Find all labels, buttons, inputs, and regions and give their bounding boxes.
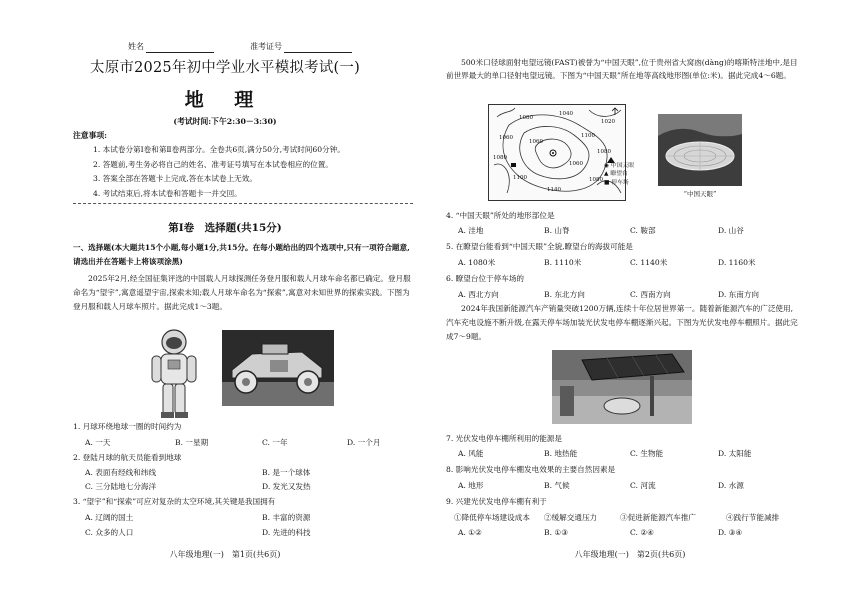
q3-option-a[interactable]: A. 辽阔的国土 (85, 513, 134, 522)
question-8: 8. 影响光伏发电停车棚发电效果的主要自然因素是 (446, 465, 616, 474)
passage-fast: 500米口径球面射电望远镜(FAST)被誉为“中国天眼”,位于贵州省大窝凼(dàng)的喀斯特洼地中,是目前世界最大的单口径射电望远镜。下图为“中国天眼”所在地等高线地形图(单位:米)。据此完成4～6题。 (446, 58, 798, 81)
lunar-rover-photo (222, 330, 334, 406)
square-icon: ■ (604, 179, 610, 186)
q8-option-d[interactable]: D. 水源 (718, 481, 744, 490)
q9-item-1: ①降低停车场建设成本 (454, 513, 530, 522)
q9-option-d[interactable]: D. ③④ (718, 528, 743, 537)
q8-option-c[interactable]: C. 河流 (630, 481, 656, 490)
exam-title: 太原市2025年初中学业水平模拟考试(一) (90, 60, 360, 76)
contour-label-11: 1060 (569, 161, 583, 167)
exam-time: (考试时间:下午2:30－3:30) (173, 117, 277, 126)
question-5: 5. 在瞭望台能看到“中国天眼”全貌,瞭望台的海拔可能是 (446, 242, 633, 251)
contour-label-8: 1080 (589, 177, 603, 183)
exam-number-field (250, 42, 352, 53)
question-9: 9. 兴建光伏发电停车棚有利于 (446, 497, 547, 506)
q4-option-c[interactable]: C. 鞍部 (630, 226, 656, 235)
contour-label-4: 1100 (581, 133, 595, 139)
q3-option-c[interactable]: C. 众多的人口 (85, 528, 134, 537)
divider (73, 203, 413, 204)
q2-option-c[interactable]: C. 三分陆地七分海洋 (85, 482, 157, 491)
q4-option-a[interactable]: A. 洼地 (458, 226, 484, 235)
q4-option-b[interactable]: B. 山脊 (544, 226, 570, 235)
q6-option-b[interactable]: B. 东北方向 (544, 290, 585, 299)
contour-label-5: 1060 (529, 139, 543, 145)
q5-option-d[interactable]: D. 1160米 (718, 258, 756, 267)
q9-item-4: ④践行节能减排 (726, 513, 780, 522)
q7-option-b[interactable]: B. 地热能 (544, 449, 578, 458)
q1-option-c[interactable]: C. 一年 (262, 438, 288, 447)
note-3: 3. 答案全部在答题卡上完成,答在本试卷上无效。 (93, 174, 257, 183)
name-label: 姓名 (128, 42, 144, 51)
q8-option-a[interactable]: A. 地形 (458, 481, 484, 490)
q4-option-d[interactable]: D. 山谷 (718, 226, 744, 235)
q9-item-3: ③促进新能源汽车推广 (620, 513, 696, 522)
legend-item-tianyan: ◉ 中国天眼 (604, 163, 635, 169)
q7-option-c[interactable]: C. 生物能 (630, 449, 664, 458)
note-2: 2. 答题前,考生务必将自己的姓名、准考证号填写在本试卷相应的位置。 (93, 160, 333, 169)
q6-option-d[interactable]: D. 东南方向 (718, 290, 760, 299)
contour-label-7: 1080 (493, 155, 507, 161)
page-2-footer: 八年级地理(一) 第2页(共6页) (574, 550, 686, 559)
page-2 (430, 0, 860, 609)
telescope-icon: ◉ (604, 163, 610, 169)
contour-label-6: 1080 (597, 149, 611, 155)
q3-option-d[interactable]: D. 先进的科技 (262, 528, 311, 537)
q1-option-d[interactable]: D. 一个月 (347, 438, 381, 447)
legend-item-parking: ■ 停车场 (604, 179, 629, 186)
question-4: 4. “中国天眼”所处的地形部位是 (446, 211, 555, 220)
question-1: 1. 月球环绕地球一圈的时间约为 (73, 422, 182, 431)
passage-1: 2025年2月,经全国征集评选的中国载人月球探测任务登月服和载人月球车命名都已确定。登月服命名为“望宇”,寓意遥望宇宙,探索未知;载人月球车命名为“探索”,寓意对未知世界的探索实践。下图为登月服和载人月球车照片。据此完成1～3题。 (73, 274, 411, 312)
name-blank (146, 44, 214, 53)
note-4: 4. 考试结束后,将本试卷和答题卡一并交回。 (93, 189, 242, 198)
q2-option-a[interactable]: A. 表面有经线和纬线 (85, 468, 157, 477)
q9-item-2: ②缓解交通压力 (544, 513, 598, 522)
q1-option-a[interactable]: A. 一天 (85, 438, 111, 447)
passage-solar-carport: 2024年我国新能源汽车产销量突破1200万辆,连续十年位居世界第一。随着新能源汽车的广泛使用,汽车充电设施不断升级,在露天停车场加装光伏发电停车棚逐渐兴起。下图为光伏发电停车棚照片。据此完成7～9题。 (446, 304, 798, 342)
q5-option-c[interactable]: C. 1140米 (630, 258, 668, 267)
legend-item-observatory: ▲ 瞭望台 (604, 171, 628, 178)
contour-label-9: 1100 (513, 175, 527, 181)
exam-number-blank (284, 44, 352, 53)
subject-title: 地 理 (184, 89, 266, 111)
q8-option-b[interactable]: B. 气候 (544, 481, 570, 490)
question-3: 3. “望宇”和“探索”可应对复杂的太空环境,其关键是我国拥有 (73, 497, 276, 506)
q5-option-a[interactable]: A. 1080米 (458, 258, 496, 267)
page-1-footer: 八年级地理(一) 第1页(共6页) (169, 550, 281, 559)
contour-label-1: 1080 (519, 115, 533, 121)
q7-option-d[interactable]: D. 太阳能 (718, 449, 752, 458)
notes-title: 注意事项: (73, 131, 108, 140)
q1-option-b[interactable]: B. 一星期 (175, 438, 209, 447)
solar-carport-photo (552, 350, 692, 424)
q6-option-c[interactable]: C. 西南方向 (630, 290, 671, 299)
fast-photo-caption: “中国天眼” (683, 190, 717, 198)
map-legend (604, 162, 634, 187)
spacesuit-photo (148, 326, 200, 420)
q9-option-b[interactable]: B. ①③ (544, 528, 569, 537)
question-6: 6. 瞭望台位于停车场的 (446, 274, 525, 283)
contour-label-2: 1040 (559, 111, 573, 117)
q5-option-b[interactable]: B. 1110米 (544, 258, 582, 267)
contour-label-12: 1020 (601, 119, 615, 125)
section-instructions: 一、选择题(本大题共15个小题,每小题1分,共15分。在每小题给出的四个选项中,只有一项符合题意,请选出并在答题卡上将该项涂黑) (73, 243, 410, 267)
fast-telescope-photo (658, 114, 742, 186)
q6-option-a[interactable]: A. 西北方向 (458, 290, 499, 299)
name-field (128, 42, 214, 53)
q3-option-b[interactable]: B. 丰富的资源 (262, 513, 311, 522)
contour-label-10: 1140 (547, 187, 561, 193)
note-1: 1. 本试卷分第Ⅰ卷和第Ⅱ卷两部分。全卷共6页,满分50分,考试时间60分钟。 (93, 145, 345, 154)
exam-number-label: 准考证号 (250, 42, 282, 51)
q9-option-a[interactable]: A. ①② (458, 528, 482, 537)
question-7: 7. 光伏发电停车棚所利用的能源是 (446, 434, 562, 443)
contour-label-3: 1060 (499, 135, 513, 141)
triangle-icon: ▲ (604, 171, 609, 178)
q9-option-c[interactable]: C. ②④ (630, 528, 654, 537)
section-title: 第Ⅰ卷 选择题(共15分) (168, 222, 282, 234)
q2-option-d[interactable]: D. 发光又发热 (262, 482, 311, 491)
question-2: 2. 登陆月球的航天员能看到地球 (73, 453, 182, 462)
q2-option-b[interactable]: B. 是一个球体 (262, 468, 311, 477)
q7-option-a[interactable]: A. 风能 (458, 449, 484, 458)
